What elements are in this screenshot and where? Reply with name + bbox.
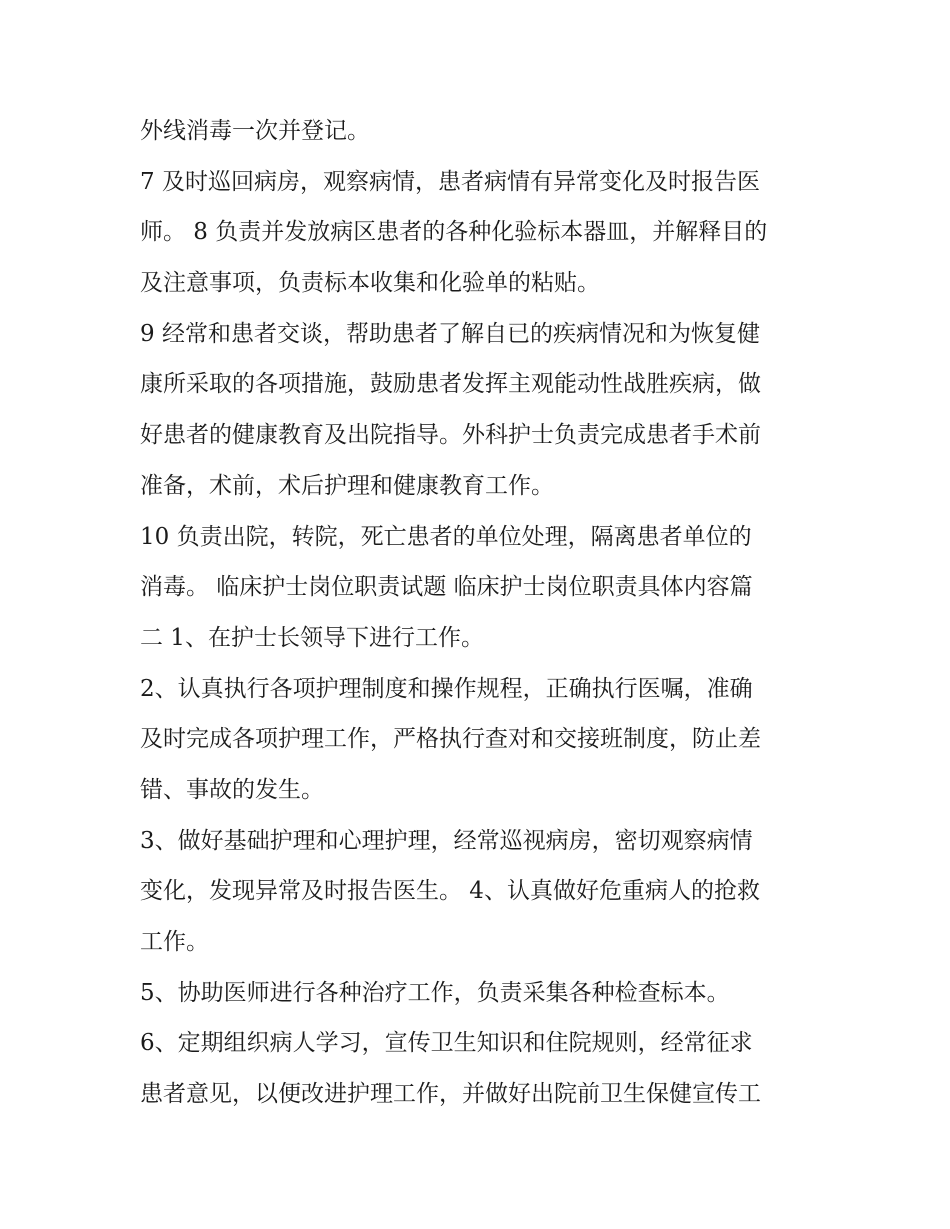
text-line: 好患者的健康教育及出院指导。外科护士负责完成患者手术前 — [140, 422, 761, 449]
text-line: 外线消毒一次并登记。 — [140, 118, 370, 144]
text-line: 9 经常和患者交谈，帮助患者了解自已的疾病情况和为恢复健 — [140, 320, 760, 347]
text-line: 二 1、在护士长领导下进行工作。 — [140, 624, 484, 651]
text-line: 康所采取的各项措施，鼓励患者发挥主观能动性战胜疾病，做 — [140, 371, 761, 398]
text-line: 5、协助医师进行各种治疗工作，负责采集各种检查标本。 — [140, 979, 730, 1006]
text-line: 6、定期组织病人学习，宣传卫生知识和住院规则，经常征求 — [140, 1030, 753, 1057]
text-line: 错、事故的发生。 — [140, 776, 324, 803]
text-line: 变化，发现异常及时报告医生。 4、认真做好危重病人的抢救 — [140, 878, 760, 905]
text-line: 患者意见，以便改进护理工作，并做好出院前卫生保健宣传工 — [140, 1081, 761, 1108]
text-line: 10 负责出院，转院，死亡患者的单位处理，隔离患者单位的 — [140, 523, 752, 550]
text-line: 7 及时巡回病房，观察病情，患者病情有异常变化及时报告医 — [140, 168, 760, 195]
text-line: 师。 8 负责并发放病区患者的各种化验标本器皿，并解释目的 — [140, 219, 768, 246]
text-line: 工作。 — [140, 929, 209, 955]
text-line: 及注意事项，负责标本收集和化验单的粘贴。 — [140, 270, 600, 297]
text-line: 准备，术前，术后护理和健康教育工作。 — [140, 472, 554, 499]
text-line: 2、认真执行各项护理制度和操作规程，正确执行医嘱，准确 — [140, 675, 753, 702]
text-line: 及时完成各项护理工作，严格执行查对和交接班制度，防止差 — [140, 726, 761, 753]
document-body — [140, 106, 820, 1120]
text-line: 消毒。 临床护士岗位职责试题 临床护士岗位职责具体内容篇 — [140, 574, 753, 601]
text-line: 3、做好基础护理和心理护理，经常巡视病房，密切观察病情 — [140, 827, 753, 854]
